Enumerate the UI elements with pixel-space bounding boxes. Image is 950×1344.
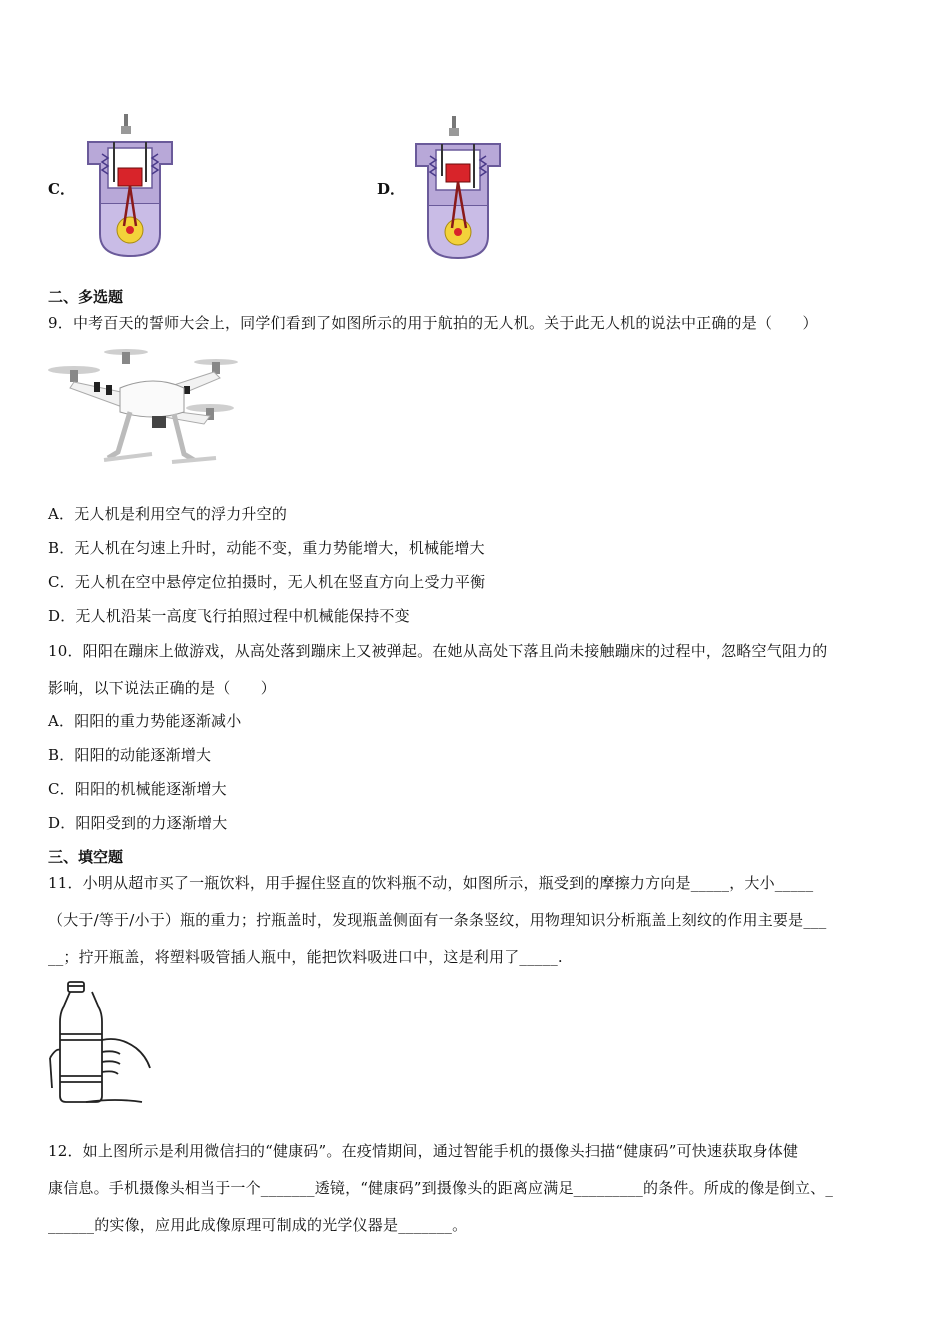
section-title-multiple-choice: 二、多选题 bbox=[48, 288, 124, 306]
question-9-option-a: A．无人机是利用空气的浮力升空的 bbox=[48, 505, 288, 523]
engine-diagram-c bbox=[80, 112, 180, 260]
question-11-line1: 11．小明从超市买了一瓶饮料，用手握住竖直的饮料瓶不动，如图所示，瓶受到的摩擦力方向是_____，大小_____ bbox=[48, 874, 814, 892]
option-d-label: D． bbox=[377, 180, 406, 198]
question-10-option-d: D．阳阳受到的力逐渐增大 bbox=[48, 814, 228, 832]
question-10-option-b: B．阳阳的动能逐渐增大 bbox=[48, 746, 212, 764]
drone-image bbox=[44, 342, 240, 468]
question-12-line1: 12．如上图所示是利用微信扫的“健康码”。在疫情期间，通过智能手机的摄像头扫描“健康码”可快速获取身体健 bbox=[48, 1142, 799, 1160]
question-12-line2: 康信息。手机摄像头相当于一个_______透镜，“健康码”到摄像头的距离应满足_________的条件。所成的像是倒立、_ bbox=[48, 1179, 834, 1197]
question-9-stem: 9．中考百天的誓师大会上，同学们看到了如图所示的用于航拍的无人机。关于此无人机的说法中正确的是（ ） bbox=[48, 314, 818, 332]
question-9-option-c: C．无人机在空中悬停定位拍摄时，无人机在竖直方向上受力平衡 bbox=[48, 573, 486, 591]
question-10-stem-line1: 10．阳阳在蹦床上做游戏，从高处落到蹦床上又被弹起。在她从高处下落且尚未接触蹦床的过程中，忽略空气阻力的 bbox=[48, 642, 828, 660]
question-10-option-a: A．阳阳的重力势能逐渐减小 bbox=[48, 712, 242, 730]
section-title-fill-in: 三、填空题 bbox=[48, 848, 124, 866]
question-10-stem-line2: 影响，以下说法正确的是（ ） bbox=[48, 679, 277, 697]
option-c-label: C． bbox=[48, 180, 75, 198]
question-11-line3: __；拧开瓶盖，将塑料吸管插人瓶中，能把饮料吸进口中，这是利用了_____. bbox=[48, 948, 563, 966]
question-10-option-c: C．阳阳的机械能逐渐增大 bbox=[48, 780, 227, 798]
question-11-line2: （大于/等于/小于）瓶的重力；拧瓶盖时，发现瓶盖侧面有一条条竖纹，用物理知识分析瓶盖上刻纹的作用主要是___ bbox=[48, 911, 827, 929]
question-12-line3: ______的实像，应用此成像原理可制成的光学仪器是_______。 bbox=[48, 1216, 468, 1234]
question-9-option-b: B．无人机在匀速上升时，动能不变，重力势能增大，机械能增大 bbox=[48, 539, 485, 557]
bottle-hand-image bbox=[46, 978, 152, 1106]
question-9-option-d: D．无人机沿某一高度飞行拍照过程中机械能保持不变 bbox=[48, 607, 410, 625]
engine-diagram-d bbox=[408, 114, 508, 262]
